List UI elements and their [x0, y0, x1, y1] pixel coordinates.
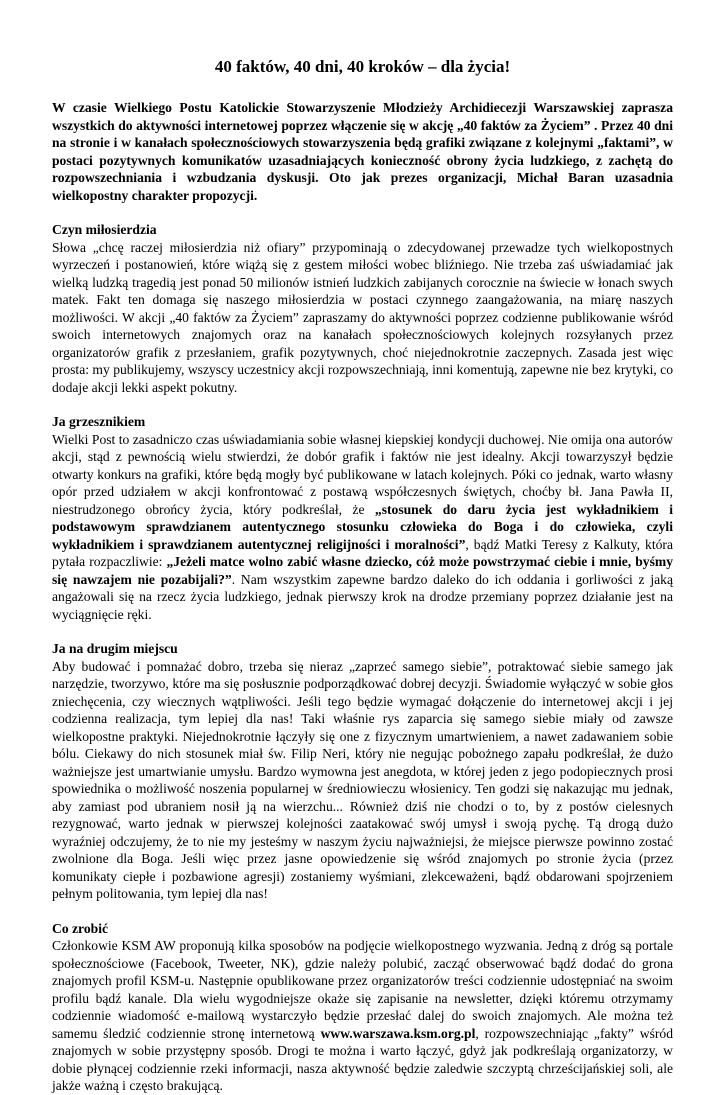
section-heading: Ja na drugim miejscu — [52, 641, 178, 656]
section-co-zrobic — [52, 920, 673, 1095]
section-heading: Co zrobić — [52, 920, 109, 936]
body-text: Członkowie KSM AW proponują kilka sposobów na podjęcie wielkopostnego wyzwania. Jedną z dróg są portale społecznościowe (Facebook, Tweeter, NK), gdzie należy polubić, zacząć obserwować bądź dodać do grona znajomych profil KSM-u. Następnie opublikowane przez organizatorów treści codziennie udostępniać na swoim profilu bądź kanale. Dla wielu wygodniejsze okaże się zapisanie na newsletter, dzięki któremu otrzymamy codziennie wiadomość e-mailową wystarczyło będzie przesłać dalej do swoich znajomych. Ale można też samemu śledzić codziennie stronę internetową — [52, 938, 673, 1041]
section-ja-grzesznikiem — [52, 413, 673, 623]
section-body — [52, 937, 673, 1095]
section-ja-na-drugim-miejscu — [52, 640, 673, 903]
section-czyn-milosierdzia — [52, 221, 673, 396]
document-page — [52, 56, 673, 1095]
section-heading: Czyn miłosierdzia — [52, 222, 157, 237]
quote-mother-teresa: „Jeżeli matce wolno zabić własne dziecko, cóż może powstrzymać ciebie i mnie, byśmy się nawzajem nie pozabijali?” — [52, 554, 673, 587]
section-body — [52, 431, 673, 624]
section-body: Słowa „chcę raczej miłosierdzia niż ofiary” przypominają o zdecydowanej przewadze tych wielkopostnych wyrzeczeń i postanowień, które wiążą się z gestem miłości wobec bliźniego. Nie trzeba zaś uświadamiać jak wielką ludzką tragedią jest ponad 50 milionów istnień ludzkich zabijanych corocznie na świecie w łonach swych matek. Fakt ten domaga się naszego miłosierdzia w postaci czynnego zaangażowania, na miarę naszych możliwości. W akcji „40 faktów za Życiem” zapraszamy do aktywności poprzez codzienne publikowanie wśród swoich internetowych znajomych oraz na kanałach społecznościowych kolejnych rozsyłanych przez organizatorów grafik z przesłaniem, grafik pozytywnych, choć niejednokrotnie zaczepnych. Zasada jest więc prosta: my publikujemy, wszyscy uczestnicy akcji rozpowszechniają, inni komentują, zapewne nie bez krytyki, co dodaje akcji lekki aspekt pokutny. — [52, 239, 673, 395]
body-text: , rozpowszechniając „fakty” wśród znajomych w sobie przystępny sposób. Drogi te można i warto łączyć, gdyż jak podkreślają organizatorzy, w dobie płynącej codziennie rzeki informacji, nasza aktywność będzie zaledwie szczyptą chrześcijańskiej soli, ale jakże ważną i często brakującą. — [52, 1025, 673, 1093]
section-heading: Ja grzesznikiem — [52, 414, 146, 429]
website-link[interactable]: www.warszawa.ksm.org.pl — [320, 1025, 476, 1041]
page-title: 40 faktów, 40 dni, 40 kroków – dla życia! — [214, 57, 511, 76]
body-text: . Nam wszystkim zapewne bardzo daleko do ich oddania i gorliwości z jaką angażowali się na rzecz życia ludzkiego, jednak pierwszy krok na drodze przemiany poprzez działanie jest na wyciągnięcie ręki. — [52, 571, 674, 622]
body-text: , bądź Matki Teresy z Kalkuty, która pytała rozpaczliwie: — [52, 536, 673, 569]
lead-paragraph: W czasie Wielkiego Postu Katolickie Stowarzyszenie Młodzieży Archidiecezji Warszawskiej zaprasza wszystkich do aktywności internetowej poprzez włączenie się w akcję „40 faktów za Życiem” . Przez 40 dni na stronie i w kanałach społecznościowych stowarzyszenia będą grafiki związane z kolejnymi „faktami”, w postaci pozytywnych komunikatów uzasadniających konieczność obrony życia ludzkiego, z zachętą do rozpowszechniania i wzbudzania dyskusji. Oto jak prezes organizacji, Michał Baran uzasadnia wielkopostny charakter propozycji. — [52, 100, 673, 203]
quote-john-paul-ii: „stosunek do daru życia jest wykładnikiem i podstawowym sprawdzianem autentycznego stosunku człowieka do Boga i do człowieka, czyli wykładnikiem i sprawdzianem autentycznej religijności i moralności” — [52, 501, 674, 552]
section-body: Aby budować i pomnażać dobro, trzeba się nieraz „zaprzeć samego siebie”, potraktować siebie samego jak narzędzie, tworzywo, które ma się posłusznie podporządkować dobrej decyzji. Świadomie wyłączyć w sobie głos zniechęcenia, czy wiecznych wątpliwości. Jeśli tego będzie wymagać dołączenie do internetowej akcji i jej codzienna realizacja, tym lepiej dla nas! Taki właśnie rys zaparcia się samego siebie miały od zawsze wielkopostne praktyki. Niejednokrotnie łączyły się one z fizycznym umartwieniem, a nawet zadawaniem sobie bólu. Ciekawy do nich stosunek miał św. Filip Neri, który nie negując pobożnego zapału podkreślał, że dużo ważniejsze jest umartwianie umysłu. Bardzo wymowna jest anegdota, w której jeden z jego podopiecznych prosi spowiednika o możliwość noszenia popularnej w średniowieczu włosienicy. Ten godzi się nakazując mu jednak, aby zamiast pod ubraniem nosił ją na wierzchu... Również dziś nie chodzi o to, by z postów cielesnych rezygnować, warto jednak w pierwszej kolejności zaatakować swój umysł i swoją pychę. Tą drogą dużo wyraźniej odczujemy, że to nie my jesteśmy w naszym życiu najważniejsi, że miejsce pierwsze powinno zostać zwolnione dla Boga. Jeśli więc przez jasne opowiedzenie się wśród znajomych po stronie życia (przez komunikaty ciepłe i pozbawione agresji) zostaniemy wyśmiani, zlekceważeni, bądź obdarowani spojrzeniem pełnym politowania, tym lepiej dla nas! — [52, 658, 673, 901]
body-text: Wielki Post to zasadniczo czas uświadamiania sobie własnej kiepskiej kondycji duchowej. Nie omija ona autorów akcji, stąd z pewnością wielu stwierdzi, że dobór grafik i faktów nie jest idealny. Akcji towarzyszył będzie otwarty konkurs na grafiki, które będą mogły być publikowane w latach kolejnych. Póki co jednak, warto własny opór przed udziałem w akcji konfrontować z postawą współczesnych świętych, choćby bł. Jana Pawła II, niestrudzonego obrońcy życia, który podkreślał, że — [52, 431, 673, 517]
